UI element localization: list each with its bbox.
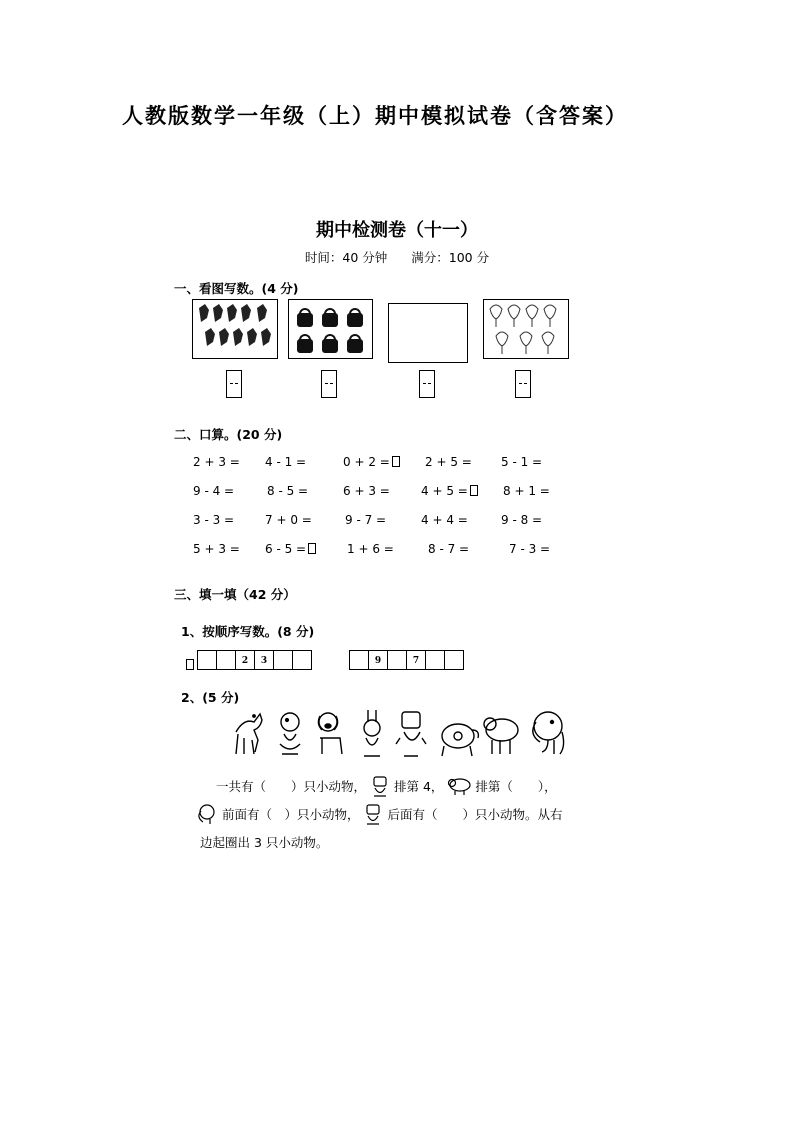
document-title: 人教版数学一年级（上）期中模拟试卷（含答案） [122,104,628,128]
calc-item: 3 - 3 = [193,513,235,527]
calc-item: 8 + 1 = [503,484,550,498]
calc-item: 7 - 3 = [509,542,551,556]
calc-item: 4 + 4 = [421,513,468,527]
animal-lineup [230,708,570,760]
answer-box-2[interactable] [321,370,337,398]
birds-picture [192,299,278,359]
sheep-icon [447,777,471,798]
calc-item: 9 - 8 = [501,513,543,527]
answer-square [392,456,400,467]
q2-title: 2、(5 分) [181,690,240,705]
sequence-cell[interactable]: 7 [406,650,426,670]
calc-item: 6 + 3 = [343,484,390,498]
calc-item: 9 - 4 = [193,484,235,498]
cat-icon [396,712,426,756]
rabbit-icon [364,710,380,756]
sequence-row-2 [350,650,464,670]
calc-item: 4 + 5 = [421,484,478,498]
answer-square [470,485,478,496]
locks-picture [288,299,373,359]
score-label: 满分：100 分 [411,250,490,265]
elephant-icon [196,803,218,828]
section1-title: 一、看图写数。(4 分) [174,281,299,296]
empty-picture [388,303,468,363]
sequence-cell[interactable] [197,650,217,670]
cat-icon [363,803,383,828]
answer-box-1[interactable] [226,370,242,398]
calc-item: 5 + 3 = [193,542,240,556]
vegetables-picture [483,299,569,359]
calc-item: 5 - 1 = [501,455,543,469]
sequence-cell[interactable] [425,650,445,670]
lock-icons [289,300,372,358]
calc-item: 2 + 5 = [425,455,472,469]
answer-box-3[interactable] [419,370,435,398]
answer-box-4[interactable] [515,370,531,398]
marker-square [186,659,194,670]
exam-title: 期中检测卷（十一） [316,220,478,241]
calc-item: 8 - 7 = [428,542,470,556]
sequence-cell[interactable] [216,650,236,670]
sequence-cell[interactable] [349,650,369,670]
calc-item: 4 - 1 = [265,455,307,469]
dog-icon [318,713,342,754]
q2-line-3: 边起圈出 3 只小动物。 [200,835,329,850]
animal-icons [230,708,570,760]
cat-icon [370,775,390,800]
calc-item: 7 + 0 = [265,513,312,527]
sequence-row-1 [198,650,312,670]
sheep-icon [484,718,518,754]
sequence-cell[interactable] [292,650,312,670]
q2-line-2: 前面有（ ）只小动物， 后面有（ ）只小动物。从右 [196,803,562,828]
sequence-cell[interactable] [387,650,407,670]
vegetable-icons [484,300,568,358]
elephant-icon [533,712,564,754]
calc-item: 0 + 2 = [343,455,400,469]
sequence-cell[interactable] [444,650,464,670]
answer-square [308,543,316,554]
q2-line-1: 一共有（ ）只小动物， 排第 4， 排第（ ）， [216,775,557,800]
section3-title: 三、填一填（42 分） [174,587,296,602]
turtle-icon [442,724,478,756]
calc-item: 1 + 6 = [347,542,394,556]
bird-icons [193,300,277,358]
calc-item: 6 - 5 = [265,542,316,556]
calc-item: 2 + 3 = [193,455,240,469]
sequence-cell[interactable] [273,650,293,670]
time-label: 时间：40 分钟 [304,250,388,265]
calc-item: 8 - 5 = [267,484,309,498]
section2-title: 二、口算。(20 分) [174,427,283,442]
sequence-cell[interactable]: 3 [254,650,274,670]
exam-subtitle [0,248,794,266]
q1-title: 1、按顺序写数。(8 分) [181,624,315,639]
sequence-cell[interactable]: 2 [235,650,255,670]
sequence-cell[interactable]: 9 [368,650,388,670]
horse-icon [236,714,262,754]
calc-item: 9 - 7 = [345,513,387,527]
bird-icon [280,713,300,754]
